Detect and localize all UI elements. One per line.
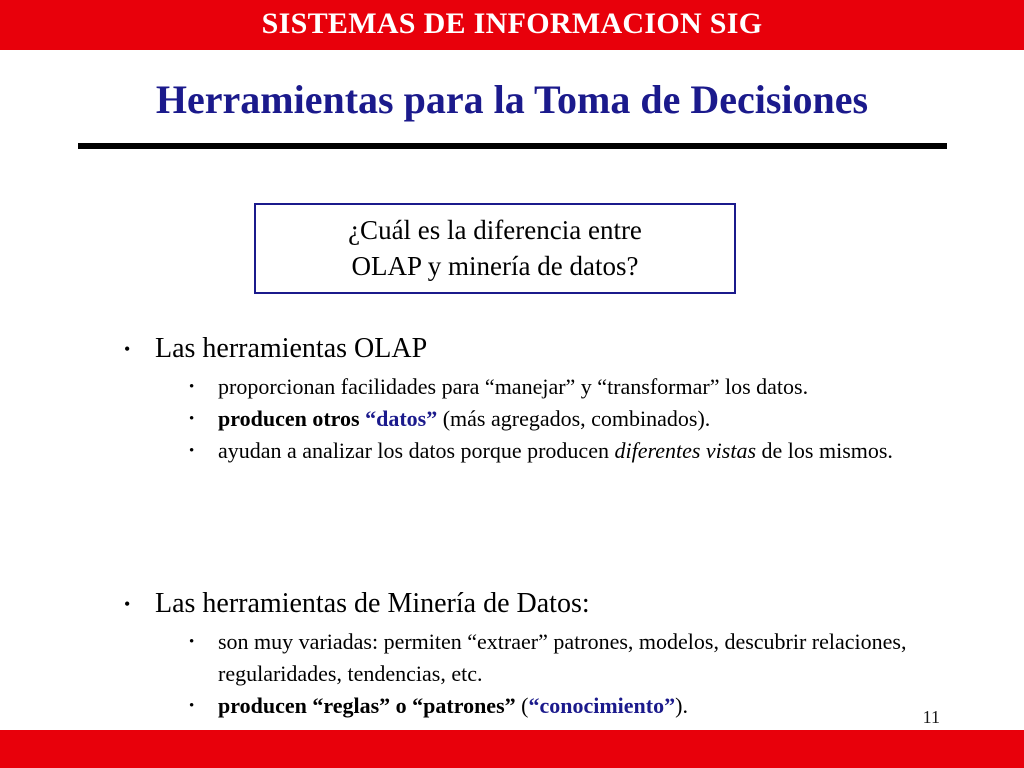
olap-sub-list	[0, 371, 1024, 467]
list-item	[189, 626, 918, 690]
header-banner-text: SISTEMAS DE INFORMACION SIG	[261, 7, 763, 40]
list-item-paren-close: ).	[675, 693, 688, 718]
page-number: 11	[922, 707, 940, 727]
list-item	[189, 403, 918, 435]
slide-title: Herramientas para la Toma de Decisiones	[155, 77, 869, 122]
list-item-text: proporcionan facilidades para “manejar” y “transformar” los datos.	[218, 374, 809, 399]
bullet-icon: •	[189, 411, 195, 427]
footer-banner	[0, 730, 1024, 768]
list-item	[189, 690, 918, 722]
olap-heading-text: Las herramientas OLAP	[155, 333, 428, 364]
list-item-paren-open: (	[521, 693, 529, 718]
list-item-text: de los mismos.	[761, 438, 893, 463]
list-item-italic-text: diferentes vistas	[614, 438, 757, 463]
list-item-highlight-text: “conocimiento”	[528, 693, 676, 718]
bullet-icon: •	[189, 379, 195, 395]
list-item-text: son muy variadas: permiten “extraer” patrones, modelos, descubrir relaciones, regularidades, tendencias, etc.	[218, 629, 907, 686]
bullet-icon: •	[189, 634, 195, 650]
bullet-icon: •	[124, 339, 131, 359]
data-mining-section	[0, 586, 1024, 722]
header-banner	[0, 0, 1024, 50]
data-mining-heading-text: Las herramientas de Minería de Datos:	[155, 588, 590, 619]
list-item	[189, 435, 918, 467]
list-item-highlight-text: “datos”	[365, 406, 438, 431]
question-line-1: ¿Cuál es la diferencia entre	[348, 214, 642, 245]
bullet-icon: •	[189, 698, 195, 714]
title-divider	[78, 143, 947, 149]
question-box	[254, 203, 736, 294]
olap-heading	[124, 331, 1024, 367]
bullet-icon: •	[189, 443, 195, 459]
list-item-text: ayudan a analizar los datos porque producen	[218, 438, 609, 463]
olap-section	[0, 331, 1024, 467]
list-item-text: (más agregados, combinados).	[442, 406, 711, 431]
list-item-bold-text: producen “reglas” o “patrones”	[218, 693, 516, 718]
data-mining-heading	[124, 586, 1024, 622]
question-line-2: OLAP y minería de datos?	[351, 250, 639, 281]
list-item-bold-text: producen otros	[218, 406, 360, 431]
data-mining-sub-list	[0, 626, 1024, 722]
list-item	[189, 371, 918, 403]
bullet-icon: •	[124, 594, 131, 614]
